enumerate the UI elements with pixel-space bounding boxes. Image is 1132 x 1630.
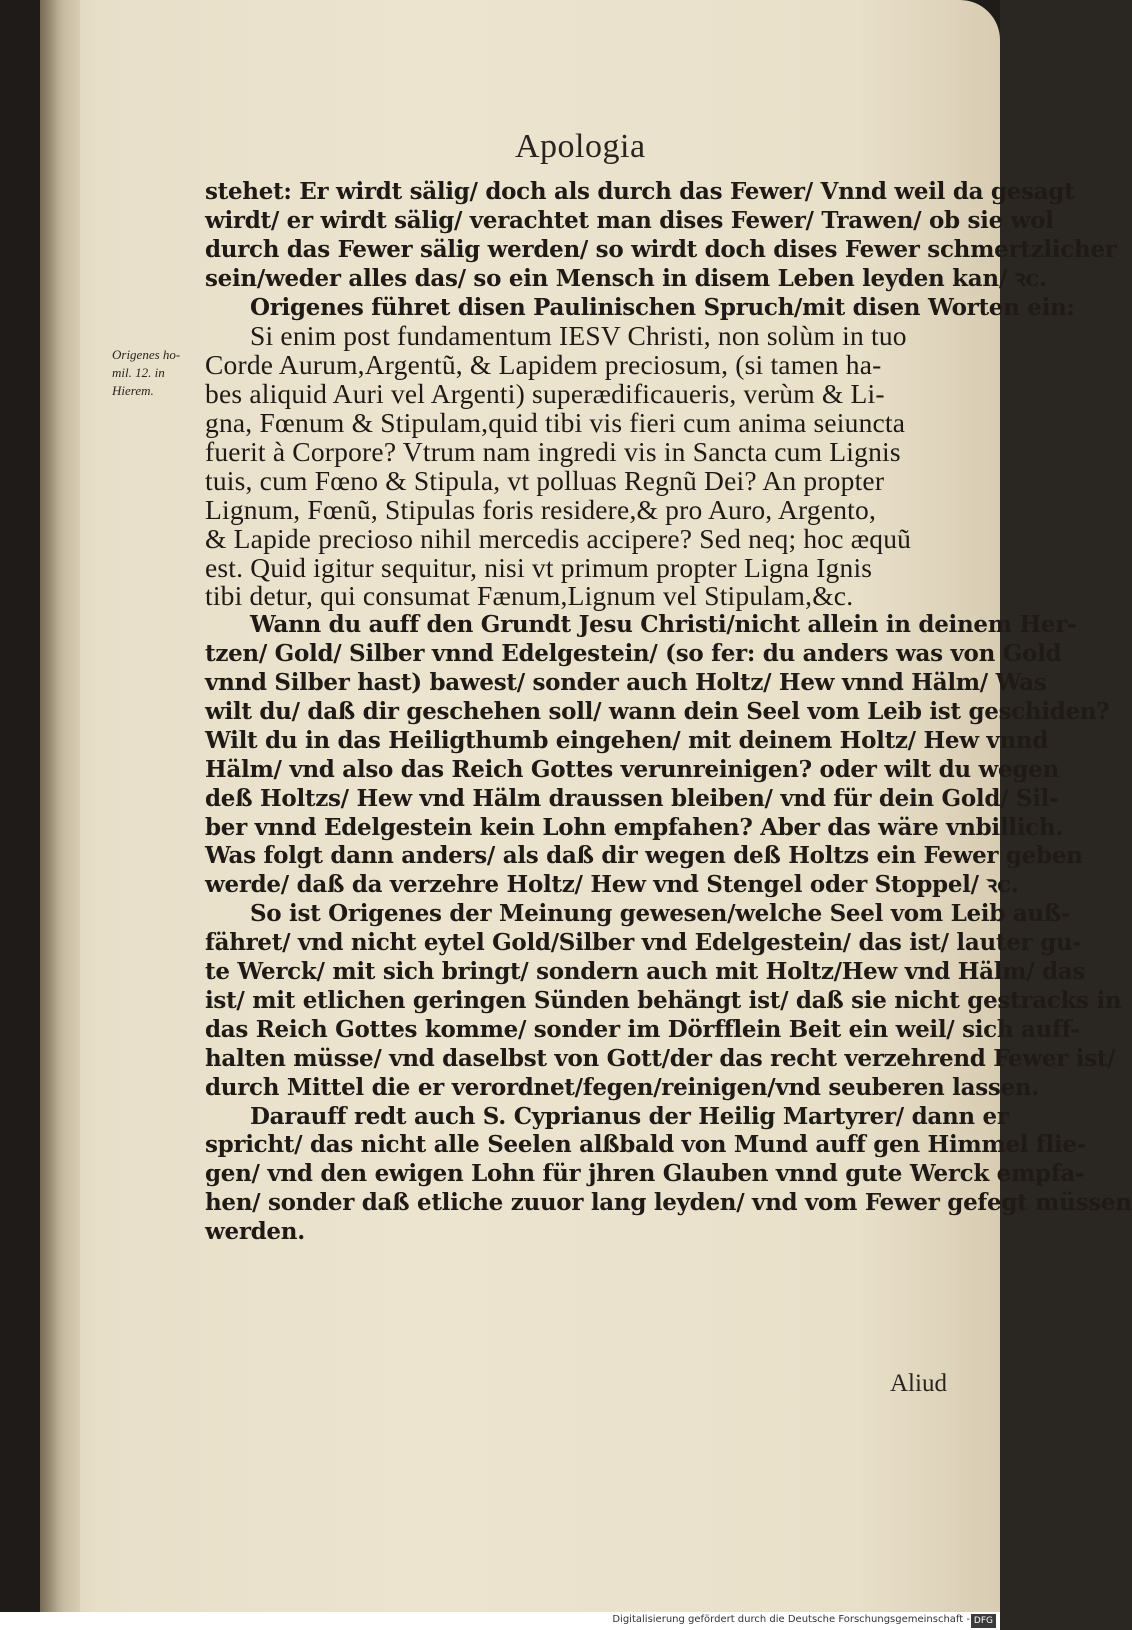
fraktur-text-line: das Reich Gottes komme/ sonder im Dörfflein Beit ein weil/ sich auff- bbox=[205, 1015, 1080, 1043]
fraktur-text-line: halten müsse/ vnd daselbst von Gott/der das recht verzehrend Fewer ist/ bbox=[205, 1044, 1116, 1072]
marginal-note bbox=[112, 346, 202, 400]
fraktur-text-line: Hälm/ vnd also das Reich Gottes verunreinigen? oder wilt du wegen bbox=[205, 755, 1059, 783]
fraktur-text-line: Was folgt dann anders/ als daß dir wegen deß Holtzs ein Fewer geben bbox=[205, 842, 1083, 870]
fraktur-text-line: vnnd Silber hast) bawest/ sonder auch Holtz/ Hew vnnd Hälm/ Was bbox=[205, 669, 1047, 697]
fraktur-text-line: deß Holtzs/ Hew vnd Hälm draussen bleiben/ vnd für dein Gold/ Sil- bbox=[205, 784, 1059, 812]
latin-text-line: bes aliquid Auri vel Argenti) superædificaueris, verùm & Li- bbox=[205, 378, 885, 410]
latin-text-line: tuis, cum Fœno & Stipula, vt polluas Regnũ Dei? An propter bbox=[205, 464, 885, 496]
fraktur-text-line: Wilt du in das Heiligthumb eingehen/ mit deinem Holtz/ Hew vnnd bbox=[205, 726, 1049, 754]
catchword: Aliud bbox=[890, 1370, 947, 1397]
marginal-note-line: Origenes ho- bbox=[112, 347, 181, 362]
fraktur-text-line: ist/ mit etlichen geringen Sünden behängt ist/ daß sie nicht gestracks in bbox=[205, 986, 1122, 1014]
funding-credit: Digitalisierung gefördert durch die Deutsche Forschungsgemeinschaft - bbox=[612, 1614, 970, 1625]
body-text bbox=[205, 178, 1132, 1247]
fraktur-text-line: sein/weder alles das/ so ein Mensch in disem Leben leyden kan/ ꝛc. bbox=[205, 264, 1047, 292]
fraktur-text-line: gen/ vnd den ewigen Lohn für jhren Glauben vnnd gute Werck empfa- bbox=[205, 1160, 1085, 1188]
fraktur-text-line: Wann du auff den Grundt Jesu Christi/nicht allein in deinem Her- bbox=[250, 611, 1077, 639]
latin-text-line: fuerit à Corpore? Vtrum nam ingredi vis in Sancta cum Lignis bbox=[205, 436, 901, 468]
fraktur-text-line: werden. bbox=[205, 1218, 305, 1246]
fraktur-text-line: So ist Origenes der Meinung gewesen/welche Seel vom Leib auß- bbox=[250, 900, 1071, 928]
fraktur-text-line: fähret/ vnd nicht eytel Gold/Silber vnd Edelgestein/ das ist/ lauter gu- bbox=[205, 929, 1082, 957]
latin-text-line: Si enim post fundamentum IESV Christi, non solùm in tuo bbox=[250, 320, 907, 352]
fraktur-text-line: stehet: Er wirdt sälig/ doch als durch das Fewer/ Vnnd weil da gesagt bbox=[205, 178, 1075, 205]
fraktur-text-line: Darauff redt auch S. Cyprianus der Heilig Martyrer/ dann er bbox=[250, 1102, 1009, 1130]
fraktur-text-line: te Werck/ mit sich bringt/ sondern auch mit Holtz/Hew vnd Hälm/ das bbox=[205, 958, 1086, 986]
latin-text-line: Corde Aurum,Argentũ, & Lapidem preciosum, (si tamen ha- bbox=[205, 349, 882, 381]
latin-text-line: Lignum, Fœnũ, Stipulas foris residere,& pro Auro, Argento, bbox=[205, 493, 877, 525]
marginal-note-line: Hierem. bbox=[112, 383, 154, 398]
latin-text-line: tibi detur, qui consumat Fænum,Lignum vel Stipulam,&c. bbox=[205, 580, 854, 612]
running-head: Apologia bbox=[515, 128, 646, 165]
fraktur-text-line: tzen/ Gold/ Silber vnnd Edelgestein/ (so fer: du anders was von Gold bbox=[205, 640, 1062, 668]
fraktur-text-line: durch Mittel die er verordnet/fegen/reinigen/vnd seuberen lassen. bbox=[205, 1073, 1039, 1101]
dfg-logo: DFG bbox=[971, 1614, 996, 1628]
latin-text-line: & Lapide precioso nihil mercedis accipere? Sed neq; hoc æquũ bbox=[205, 522, 912, 554]
fraktur-text-line: werde/ daß da verzehre Holtz/ Hew vnd Stengel oder Stoppel/ ꝛc. bbox=[205, 871, 1019, 899]
gutter-shadow bbox=[40, 0, 58, 1612]
fraktur-text-line: durch das Fewer sälig werden/ so wirdt doch dises Fewer schmertzlicher bbox=[205, 235, 1117, 263]
digitization-footer bbox=[0, 1612, 1000, 1630]
fraktur-text-line: spricht/ das nicht alle Seelen alßbald von Mund auff gen Himmel flie- bbox=[205, 1131, 1086, 1159]
fraktur-text-line: Origenes führet disen Paulinischen Spruch/mit disen Worten ein: bbox=[250, 293, 1075, 321]
fraktur-text-line: wilt du/ daß dir geschehen soll/ wann dein Seel vom Leib ist geschiden? bbox=[205, 698, 1110, 726]
latin-text-line: gna, Fœnum & Stipulam,quid tibi vis fieri cum anima seiuncta bbox=[205, 407, 906, 439]
fraktur-text-line: hen/ sonder daß etliche zuuor lang leyden/ vnd vom Fewer gefegt müssen bbox=[205, 1189, 1132, 1217]
fraktur-text-line: ber vnnd Edelgestein kein Lohn empfahen? Aber das wäre vnbillich. bbox=[205, 813, 1063, 841]
fraktur-text-line: wirdt/ er wirdt sälig/ verachtet man dises Fewer/ Trawen/ ob sie wol bbox=[205, 206, 1054, 234]
marginal-note-line: mil. 12. in bbox=[112, 365, 165, 380]
latin-text-line: est. Quid igitur sequitur, nisi vt primum propter Ligna Ignis bbox=[205, 551, 873, 583]
